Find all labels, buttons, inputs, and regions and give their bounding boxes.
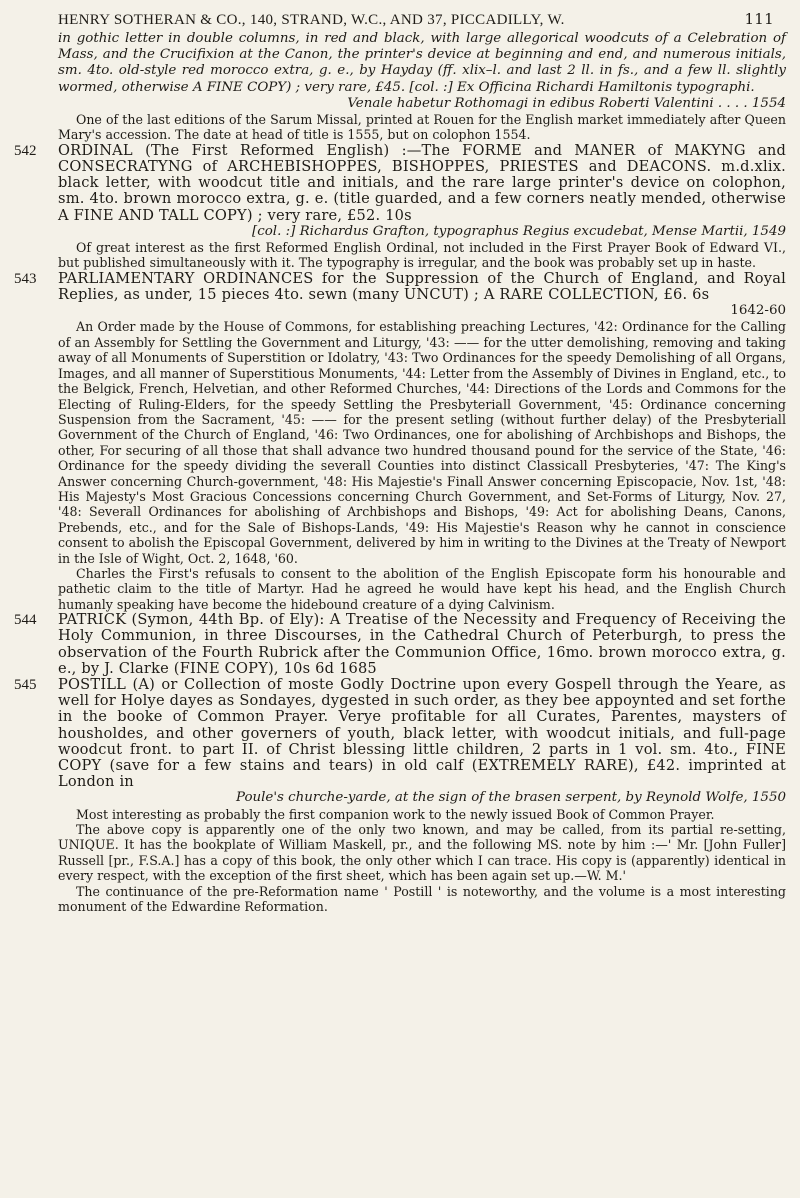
- lot-545: [14, 677, 786, 914]
- lot-number: 542: [14, 142, 37, 159]
- lot-description: PATRICK (Symon, 44th Bp. of Ely): A Treatise of the Necessity and Frequency of Receiving the Holy Communion, in three Discourses, in the Cathedral Church of Peterburgh, to press the observation of the Fourth Rubrick after the Communion Office, 16mo. brown morocco extra, g. e., by J. Clarke (FINE COPY), 10s 6d 1685: [58, 611, 786, 677]
- lot-544: [14, 612, 786, 677]
- lot-note: One of the last editions of the Sarum Missal, printed at Rouen for the English market immediately after Queen Mary's accession. The date at head of title is 1555, but on colophon 1554.: [58, 112, 786, 143]
- lot-note: Most interesting as probably the first companion work to the newly issued Book of Common Prayer.: [76, 806, 715, 822]
- lot-description: PARLIAMENTARY ORDINANCES for the Suppression of the Church of England, and Royal Replies, as under, 15 pieces 4to. sewn (many UNCUT) ; A RARE COLLECTION, £6. 6s: [58, 269, 786, 304]
- lot-542: [14, 143, 786, 271]
- lot-543: [14, 271, 786, 612]
- lot-description: POSTILL (A) or Collection of moste Godly Doctrine upon every Gospell through the Yeare, as well for Holye dayes as Sondayes, dygested in such order, as they bee appoynted and set forthe in the booke of Common Prayer. Verye profitable for all Curates, Parentes, maysters of housholdes, and other governers of youth, black letter, with woodcut initials, and full-page woodcut front. to part II. of Christ blessing little children, 2 parts in 1 vol. sm. 4to., FINE COPY (save for a few stains and tears) in old calf (EXTREMELY RARE), £42. imprinted at London in: [58, 676, 786, 791]
- imprint-line: Poule's churche-yarde, at the sign of the brasen serpent, by Reynold Wolfe, 1550: [235, 790, 786, 806]
- lot-number: 543: [14, 270, 37, 287]
- colophon-line: Venale habetur Rothomagi in edibus Roberti Valentini . . . . 1554: [347, 95, 786, 111]
- colophon-line: [col. :] Richardus Grafton, typographus Regius excudebat, Mense Martii, 1549: [252, 223, 786, 239]
- continued-description: in gothic letter in double columns, in red and black, with large allegorical woodcuts of a Celebration of Mass, and the Crucifixion at the Canon, the printer's device at beginning and end, and numerous initials, sm. 4to. old-style red morocco extra, g. e., by Hayday (ff. xlix–l. and last 2 ll. in fs., and a few ll. slightly wormed, otherwise A FINE COPY) ; very rare, £45. [col. :] Ex Officina Richardi Hamiltonis typographi.: [58, 31, 786, 95]
- lot-date: 1642-60: [730, 303, 786, 319]
- lot-contents: An Order made by the House of Commons, for establishing preaching Lectures, '42: Ordinance for the Calling of an Assembly for Settling the Government and Liturgy, '43: —— for the utter demolishing, removing and taking away of all Monuments of Superstition or Idolatry, '43: Two Ordinances for the speedy Demolishing of all Organs, Images, and all manner of Superstitious Monuments, '44: Letter from the Assembly of Divines in England, etc., to the Belgick, French, Helvetian, and other Reformed Churches, '44: Directions of the Lords and Commons for the Electing of Ruling-Elders, for the speedy Settling the Presbyteriall Government, '45: Ordinance concerning Suspension from the Sacrament, '45: —— for the present setling (without further delay) of the Presbyteriall Government of the Church of England, '46: Two Ordinances, one for abolishing of Archbishops and Bishops, the other, For securing of all those that shall advance two hundred thousand pound for the service of the State, '46: Ordinance for the speedy dividing the severall Counties into distinct Classicall Presbyteries, '47: The King's Answer concerning Church-government, '48: His Majestie's Finall Answer concerning Episcopacie, Nov. 1st, '48: His Majesty's Most Gracious Concessions concerning Church Government, and Set-Forms of Liturgy, Nov. 27, '48: Severall Ordinances for abolishing of Archbishops and Bishops, '49: Act for abolishing Deans, Canons, Prebends, etc., and for the Sale of Bishops-Lands, '49: His Majestie's Reason why he cannot in conscience consent to abolish the Episcopal Government, delivered by him in writing to the Divines at the Treaty of Newport in the Isle of Wight, Oct. 2, 1648, '60.: [58, 319, 786, 566]
- lot-provenance-note: The above copy is apparently one of the only two known, and may be called, from its partial re-setting, UNIQUE. It has the bookplate of William Maskell, pr., and the following MS. note by him :—' Mr. [John Fuller] Russell [pr., F.S.A.] has a copy of this book, the only other which I can trace. His copy is (apparently) identical in every respect, with the exception of the first sheet, which has been again set up.—W. M.': [58, 822, 786, 884]
- lot-number: 544: [14, 612, 37, 629]
- continued-lot: [14, 31, 786, 143]
- running-header: [14, 10, 786, 29]
- page-number: 111: [744, 10, 774, 28]
- lot-note: Of great interest as the first Reformed English Ordinal, not included in the First Prayer Book of Edward VI., but published simultaneously with it. The typography is irregular, and the book was probably set up in haste.: [58, 240, 786, 271]
- lot-number: 545: [14, 677, 37, 693]
- lot-note: Charles the First's refusals to consent to the abolition of the English Episcopate form his honourable and pathetic claim to the title of Martyr. Had he agreed he would have kept his head, and the English Church humanly speaking have become the hidebound creature of a dying Calvinism.: [58, 565, 786, 612]
- lot-closing-note: The continuance of the pre-Reformation name ' Postill ' is noteworthy, and the volume is a most interesting monument of the Edwardine Reformation.: [58, 883, 786, 915]
- lot-description: ORDINAL (The First Reformed English) :—The FORME and MANER of MAKYNG and CONSECRATYNG of ARCHEBISHOPPES, BISHOPPES, PRIESTES and DEACONS. m.d.xlix. black letter, with woodcut title and initials, and the rare large printer's device on colophon, sm. 4to. brown morocco extra, g. e. (title guarded, and a few corners neatly mended, otherwise A FINE AND TALL COPY) ; very rare, £52. 10s: [58, 141, 786, 224]
- publisher-header: HENRY SOTHERAN & CO., 140, STRAND, W.C., AND 37, PICCADILLY, W.: [58, 12, 565, 28]
